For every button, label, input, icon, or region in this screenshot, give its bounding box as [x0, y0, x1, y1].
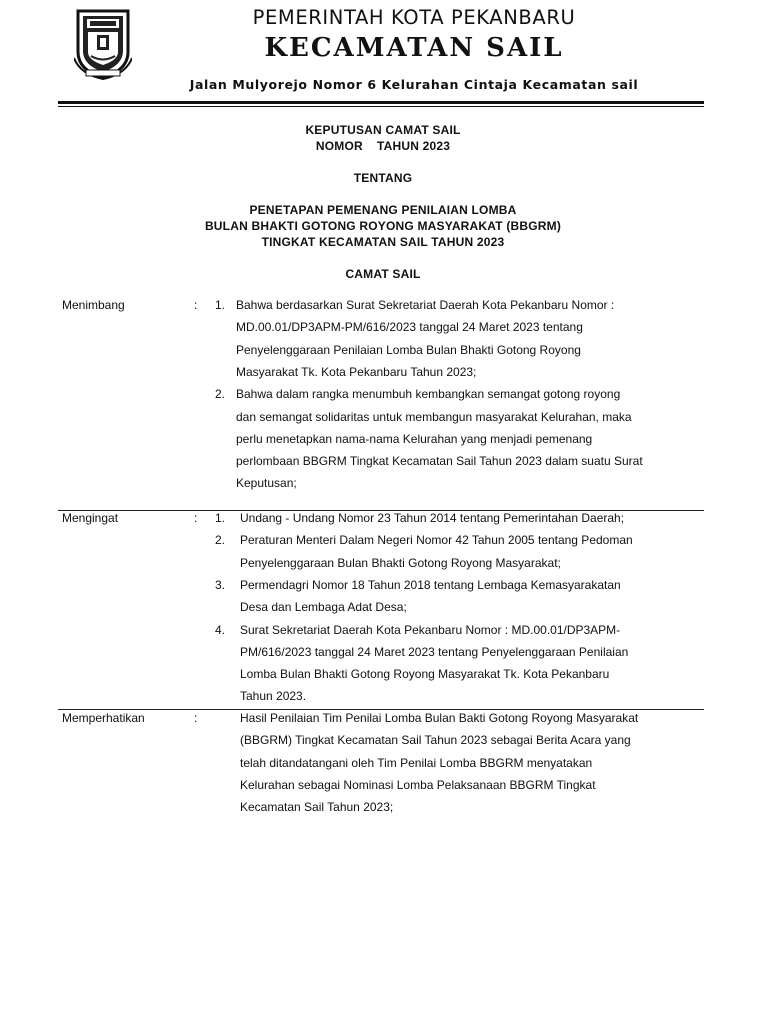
decree-title: KEPUTUSAN CAMAT SAIL: [305, 123, 461, 137]
clause-text-line: Permendagri Nomor 18 Tahun 2018 tentang Lembaga Kemasyarakatan: [240, 577, 621, 592]
paragraph-line: telah ditandatangani oleh Tim Penilai Lomba BBGRM menyatakan: [240, 755, 593, 770]
clause-text-line: Peraturan Menteri Dalam Negeri Nomor 42 Tahun 2005 tentang Pedoman: [240, 533, 633, 548]
city-emblem-icon: [74, 8, 132, 80]
clause-number: 3.: [214, 577, 225, 592]
clause-text-line: perlombaan BBGRM Tingkat Kecamatan Sail Tahun 2023 dalam suatu Surat: [236, 454, 643, 469]
clause-number: 2.: [214, 533, 225, 548]
subject-line-3: TINGKAT KECAMATAN SAIL TAHUN 2023: [261, 235, 505, 249]
paragraph-line: Kecamatan Sail Tahun 2023;: [240, 800, 394, 815]
section-label: Mengingat: [62, 511, 119, 525]
clause-text-line: Penyelenggaraan Bulan Bhakti Gotong Royong Masyarakat;: [240, 555, 561, 570]
section-label: Menimbang: [62, 298, 125, 312]
section-colon: :: [194, 298, 198, 312]
clause-number: 2.: [214, 387, 225, 402]
clause-text-line: Penyelenggaraan Penilaian Lomba Bulan Bhakti Gotong Royong: [236, 342, 581, 357]
clause-text-line: Keputusan;: [236, 476, 297, 491]
office-address: Jalan Mulyorejo Nomor 6 Kelurahan Cintaja Kecamatan sail: [189, 77, 639, 92]
clause-text-line: Surat Sekretariat Daerah Kota Pekanbaru Nomor : MD.00.01/DP3APM-: [240, 622, 621, 637]
clause-text-line: Desa dan Lembaga Adat Desa;: [240, 600, 407, 615]
clause-text-line: Lomba Bulan Bhakti Gotong Royong Masyarakat Tk. Kota Pekanbaru: [240, 667, 610, 682]
clause-text-line: MD.00.01/DP3APM-PM/616/2023 tanggal 24 Maret 2023 tentang: [236, 320, 583, 335]
official-title: CAMAT SAIL: [345, 267, 421, 281]
subject-line-1: PENETAPAN PEMENANG PENILAIAN LOMBA: [249, 203, 517, 217]
clause-text-line: PM/616/2023 tanggal 24 Maret 2023 tentang Penyelenggaraan Penilaian: [240, 644, 629, 659]
clause-text-line: Tahun 2023.: [240, 689, 307, 704]
clause-text-line: Bahwa berdasarkan Surat Sekretariat Daerah Kota Pekanbaru Nomor :: [236, 298, 615, 312]
section-label: Memperhatikan: [62, 711, 145, 725]
clause-number: 1.: [214, 511, 225, 525]
subject-line-2: BULAN BHAKTI GOTONG ROYONG MASYARAKAT (BBGRM): [204, 219, 562, 233]
letterhead-rule: [58, 101, 704, 104]
letterhead-rule-thin: [58, 106, 704, 107]
clause-text-line: Undang - Undang Nomor 23 Tahun 2014 tentang Pemerintahan Daerah;: [240, 511, 625, 525]
clause-text-line: Masyarakat Tk. Kota Pekanbaru Tahun 2023;: [236, 364, 477, 379]
section-colon: :: [194, 711, 198, 725]
paragraph-line: Kelurahan sebagai Nominasi Lomba Pelaksanaan BBGRM Tingkat: [240, 777, 596, 792]
clause-number: 4.: [214, 622, 225, 637]
section-colon: :: [194, 511, 198, 525]
tentang-heading: TENTANG: [353, 171, 413, 185]
paragraph-line: (BBGRM) Tingkat Kecamatan Sail Tahun 2023 sebagai Berita Acara yang: [240, 733, 631, 748]
clause-text-line: perlu menetapkan nama-nama Kelurahan yang menjadi pemenang: [236, 431, 593, 446]
decree-number: NOMOR TAHUN 2023: [315, 139, 451, 153]
district-name: KECAMATAN SAIL: [264, 33, 564, 63]
clause-text-line: Bahwa dalam rangka menumbuh kembangkan semangat gotong royong: [236, 387, 621, 402]
government-name: PEMERINTAH KOTA PEKANBARU: [252, 6, 576, 29]
clause-number: 1.: [214, 298, 225, 312]
paragraph-line: Hasil Penilaian Tim Penilai Lomba Bulan Bakti Gotong Royong Masyarakat: [240, 711, 639, 725]
clause-text-line: dan semangat solidaritas untuk membangun masyarakat Kelurahan, maka: [236, 409, 632, 424]
